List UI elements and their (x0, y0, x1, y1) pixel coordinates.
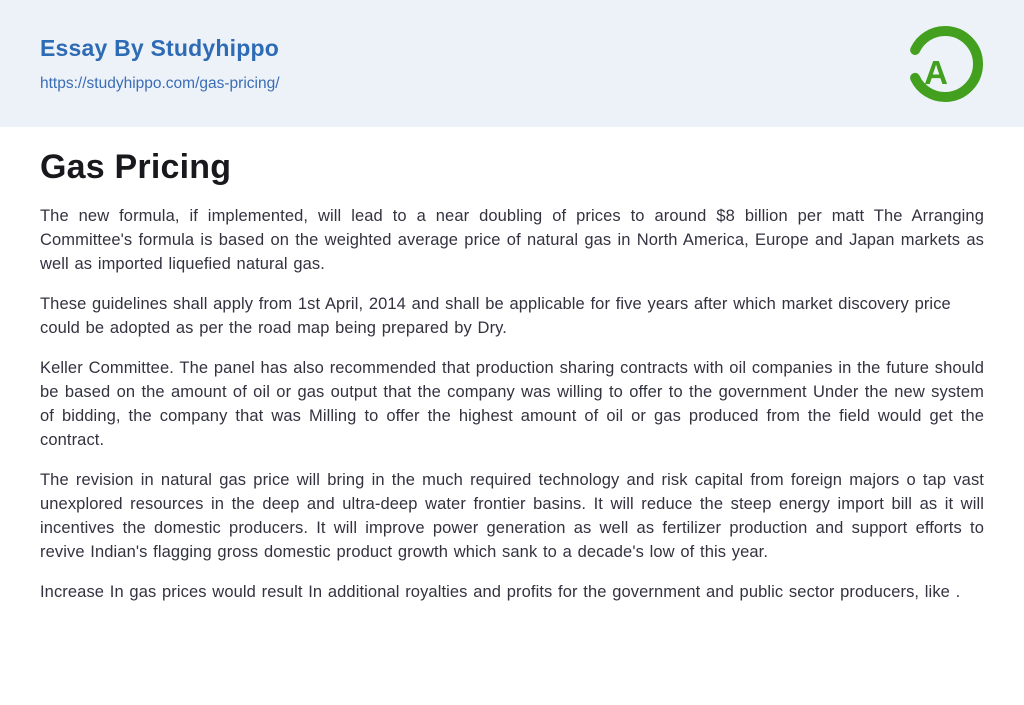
site-title-link[interactable]: Essay By Studyhippo (40, 34, 279, 61)
essay-paragraph: The new formula, if implemented, will lead to a near doubling of prices to around $8 billion per matt The Arranging Committee's formula is based on the weighted average price of natural gas in North America, Europe and Japan markets as well as imported liquefied natural gas. (40, 207, 984, 274)
page-title: Gas Pricing (40, 148, 232, 186)
page-header (0, 0, 1024, 127)
essay-paragraph: These guidelines shall apply from 1st April, 2014 and shall be applicable for five years after which market discovery price could be adopted as per the road map being prepared by Dry. (40, 295, 951, 338)
essay-paragraph: The revision in natural gas price will bring in the much required technology and risk capital from foreign majors o tap vast unexplored resources in the deep and ultra-deep water frontier basins. It will reduce the steep energy import bill as it will incentives the domestic producers. It will improve power generation as well as fertilizer production and support efforts to revive Indian's flagging gross domestic product growth which sank to a decade's low of this year. (40, 471, 984, 562)
essay-article (0, 148, 1024, 604)
studyhippo-logo-icon (906, 25, 984, 103)
page-url-link[interactable]: https://studyhippo.com/gas-pricing/ (40, 74, 280, 92)
logo-letter-a: A (924, 53, 948, 91)
essay-paragraph: Keller Committee. The panel has also recommended that production sharing contracts with oil companies in the future should be based on the amount of oil or gas output that the company was willing to offer to the government Under the new system of bidding, the company that was Milling to offer the highest amount of oil or gas produced from the field would get the contract. (40, 359, 984, 450)
essay-paragraph: Increase In gas prices would result In additional royalties and profits for the government and public sector producers, like . (40, 583, 961, 602)
header-text-block (40, 35, 280, 93)
